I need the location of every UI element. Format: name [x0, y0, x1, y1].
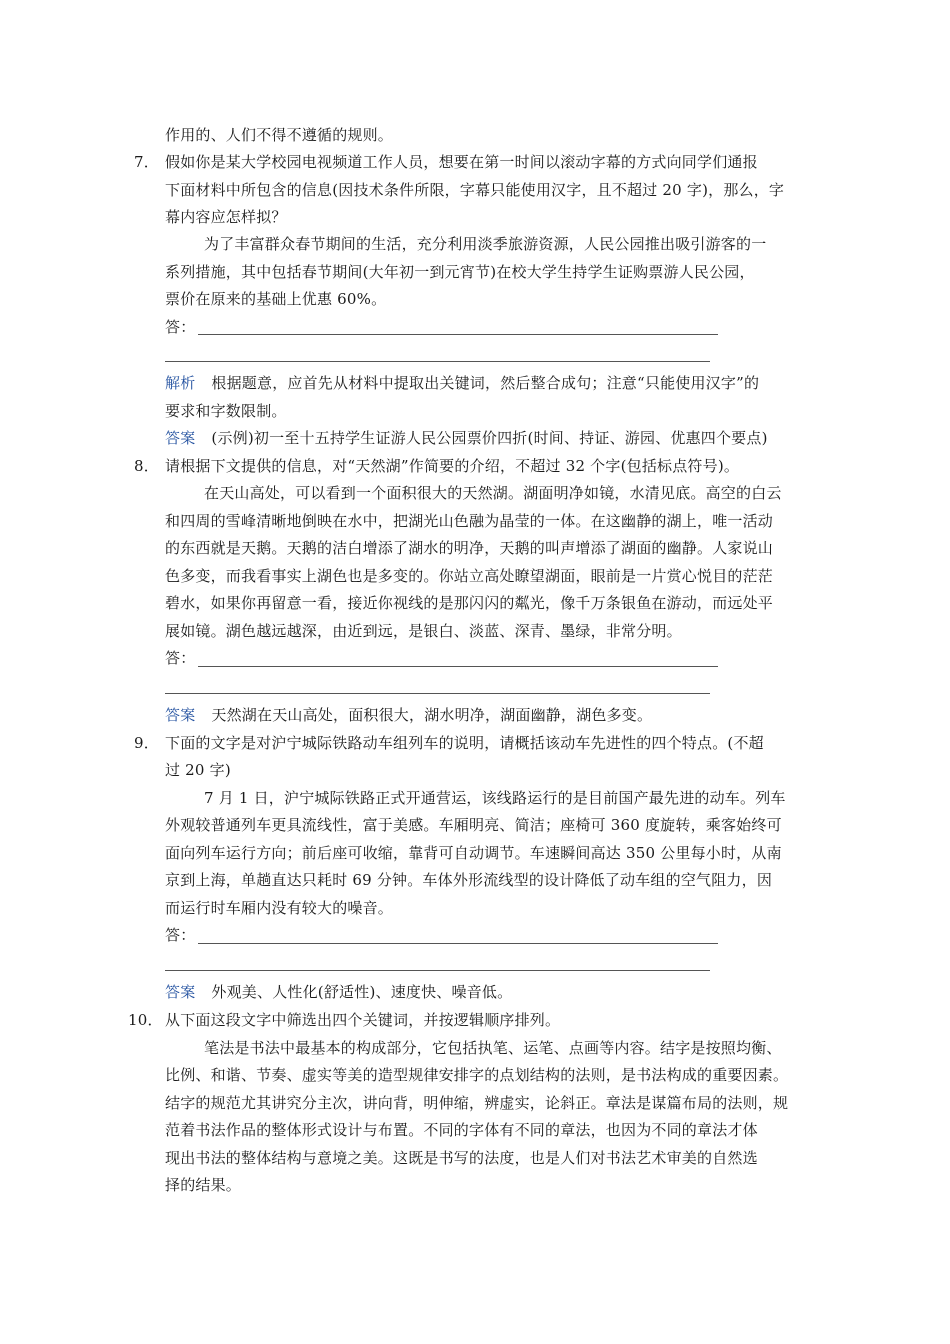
answer-label: 答案 — [165, 429, 196, 447]
question-10-number: 10． — [128, 1011, 163, 1029]
question-7-prompt-line-2: 下面材料中所包含的信息(因技术条件所限，字幕只能使用汉字，且不超过 20 字)，那么，字 — [165, 181, 785, 199]
question-8-material-line-6: 展如镜。湖色越远越深，由近到远，是银白、淡蓝、深青、墨绿，非常分明。 — [165, 622, 682, 640]
question-8-material-line-5: 碧水，如果你再留意一看，接近你视线的是那闪闪的粼光，像千万条银鱼在游动，而远处平 — [165, 594, 774, 612]
question-8-answer-line-2 — [165, 693, 710, 694]
question-8-answer-prompt: 答： — [165, 649, 196, 667]
question-9-answer-line-1 — [198, 943, 718, 944]
question-7-material-line-2: 系列措施，其中包括春节期间(大年初一到元宵节)在校大学生持学生证购票游人民公园， — [165, 263, 755, 281]
question-10-material-line-2: 比例、和谐、节奏、虚实等美的造型规律安排字的点划结构的法则，是书法构成的重要因素。 — [165, 1066, 789, 1084]
question-9-number: 9． — [134, 734, 159, 752]
question-7-answer-line-1 — [198, 334, 718, 335]
question-9-answer — [165, 982, 512, 1002]
analysis-text: 根据题意，应首先从材料中提取出关键词，然后整合成句；注意“只能使用汉字”的 — [211, 374, 760, 392]
question-8-prompt: 请根据下文提供的信息，对“天然湖”作简要的介绍，不超过 32 个字(包括标点符号)。 — [165, 457, 740, 475]
question-7-material-line-3: 票价在原来的基础上优惠 60%。 — [165, 290, 387, 308]
question-9-material-line-4: 京到上海，单趟直达只耗时 69 分钟。车体外形流线型的设计降低了动车组的空气阻力，因 — [165, 871, 773, 889]
question-8-material-line-3: 的东西就是天鹅。天鹅的洁白增添了湖水的明净，天鹅的叫声增添了湖面的幽静。人家说山 — [165, 539, 774, 557]
question-10-material-line-4: 范着书法作品的整体形式设计与布置。不同的字体有不同的章法，也因为不同的章法才体 — [165, 1121, 758, 1139]
question-10-material-line-5: 现出书法的整体结构与意境之美。这既是书写的法度，也是人们对书法艺术审美的自然选 — [165, 1149, 758, 1167]
question-9-answer-line-2 — [165, 970, 710, 971]
question-8-number: 8． — [134, 457, 159, 475]
question-9-material-line-1: 7 月 1 日，沪宁城际铁路正式开通营运，该线路运行的是目前国产最先进的动车。列车 — [204, 789, 786, 807]
question-9-material-line-2: 外观较普通列车更具流线性，富于美感。车厢明亮、简洁；座椅可 360 度旋转，乘客始终可 — [165, 816, 782, 834]
question-8-answer-line-1 — [198, 666, 718, 667]
question-9-answer-prompt: 答： — [165, 926, 196, 944]
analysis-label: 解析 — [165, 374, 196, 392]
question-8-material-line-2: 和四周的雪峰清晰地倒映在水中，把湖光山色融为晶莹的一体。在这幽静的湖上，唯一活动 — [165, 512, 774, 530]
question-7-number: 7． — [134, 153, 159, 171]
answer-text: 天然湖在天山高处，面积很大，湖水明净，湖面幽静，湖色多变。 — [211, 706, 653, 724]
question-8-material-line-4: 色多变，而我看事实上湖色也是多变的。你站立高处瞭望湖面，眼前是一片赏心悦目的茫茫 — [165, 567, 774, 585]
question-8-material-line-1: 在天山高处，可以看到一个面积很大的天然湖。湖面明净如镜，水清见底。高空的白云 — [204, 484, 782, 502]
question-7-answer-line-2 — [165, 361, 710, 362]
question-7-answer — [165, 428, 768, 448]
question-9-material-line-5: 而运行时车厢内没有较大的噪音。 — [165, 899, 394, 917]
answer-text: 外观美、人性化(舒适性)、速度快、噪音低。 — [211, 983, 513, 1001]
question-10-material-line-1: 笔法是书法中最基本的构成部分，它包括执笔、运笔、点画等内容。结字是按照均衡、 — [204, 1039, 782, 1057]
question-7-material-line-1: 为了丰富群众春节期间的生活，充分利用淡季旅游资源，人民公园推出吸引游客的一 — [204, 235, 767, 253]
question-7-analysis-line-1 — [165, 373, 759, 393]
question-7-prompt-line-1: 假如你是某大学校园电视频道工作人员，想要在第一时间以滚动字幕的方式向同学们通报 — [165, 153, 758, 171]
question-10-material-line-6: 择的结果。 — [165, 1176, 242, 1194]
question-10-material-line-3: 结字的规范尤其讲究分主次，讲向背，明伸缩，辨虚实，论斜正。章法是谋篇布局的法则，规 — [165, 1094, 789, 1112]
question-9-material-line-3: 面向列车运行方向；前后座可收缩，靠背可自动调节。车速瞬间高达 350 公里每小时，从南 — [165, 844, 782, 862]
question-9-prompt-line-2: 过 20 字) — [165, 761, 231, 779]
question-8-answer — [165, 705, 652, 725]
question-10-prompt: 从下面这段文字中筛选出四个关键词，并按逻辑顺序排列。 — [165, 1011, 561, 1029]
question-7-answer-prompt: 答： — [165, 318, 196, 336]
answer-label: 答案 — [165, 706, 196, 724]
question-7-analysis-line-2: 要求和字数限制。 — [165, 402, 287, 420]
question-9-prompt-line-1: 下面的文字是对沪宁城际铁路动车组列车的说明，请概括该动车先进性的四个特点。(不超 — [165, 734, 764, 752]
continuation-text: 作用的、人们不得不遵循的规则。 — [165, 126, 394, 144]
question-7-prompt-line-3: 幕内容应怎样拟？ — [165, 208, 287, 226]
answer-text: (示例)初一至十五持学生证游人民公园票价四折(时间、持证、游园、优惠四个要点) — [211, 429, 768, 447]
answer-label: 答案 — [165, 983, 196, 1001]
